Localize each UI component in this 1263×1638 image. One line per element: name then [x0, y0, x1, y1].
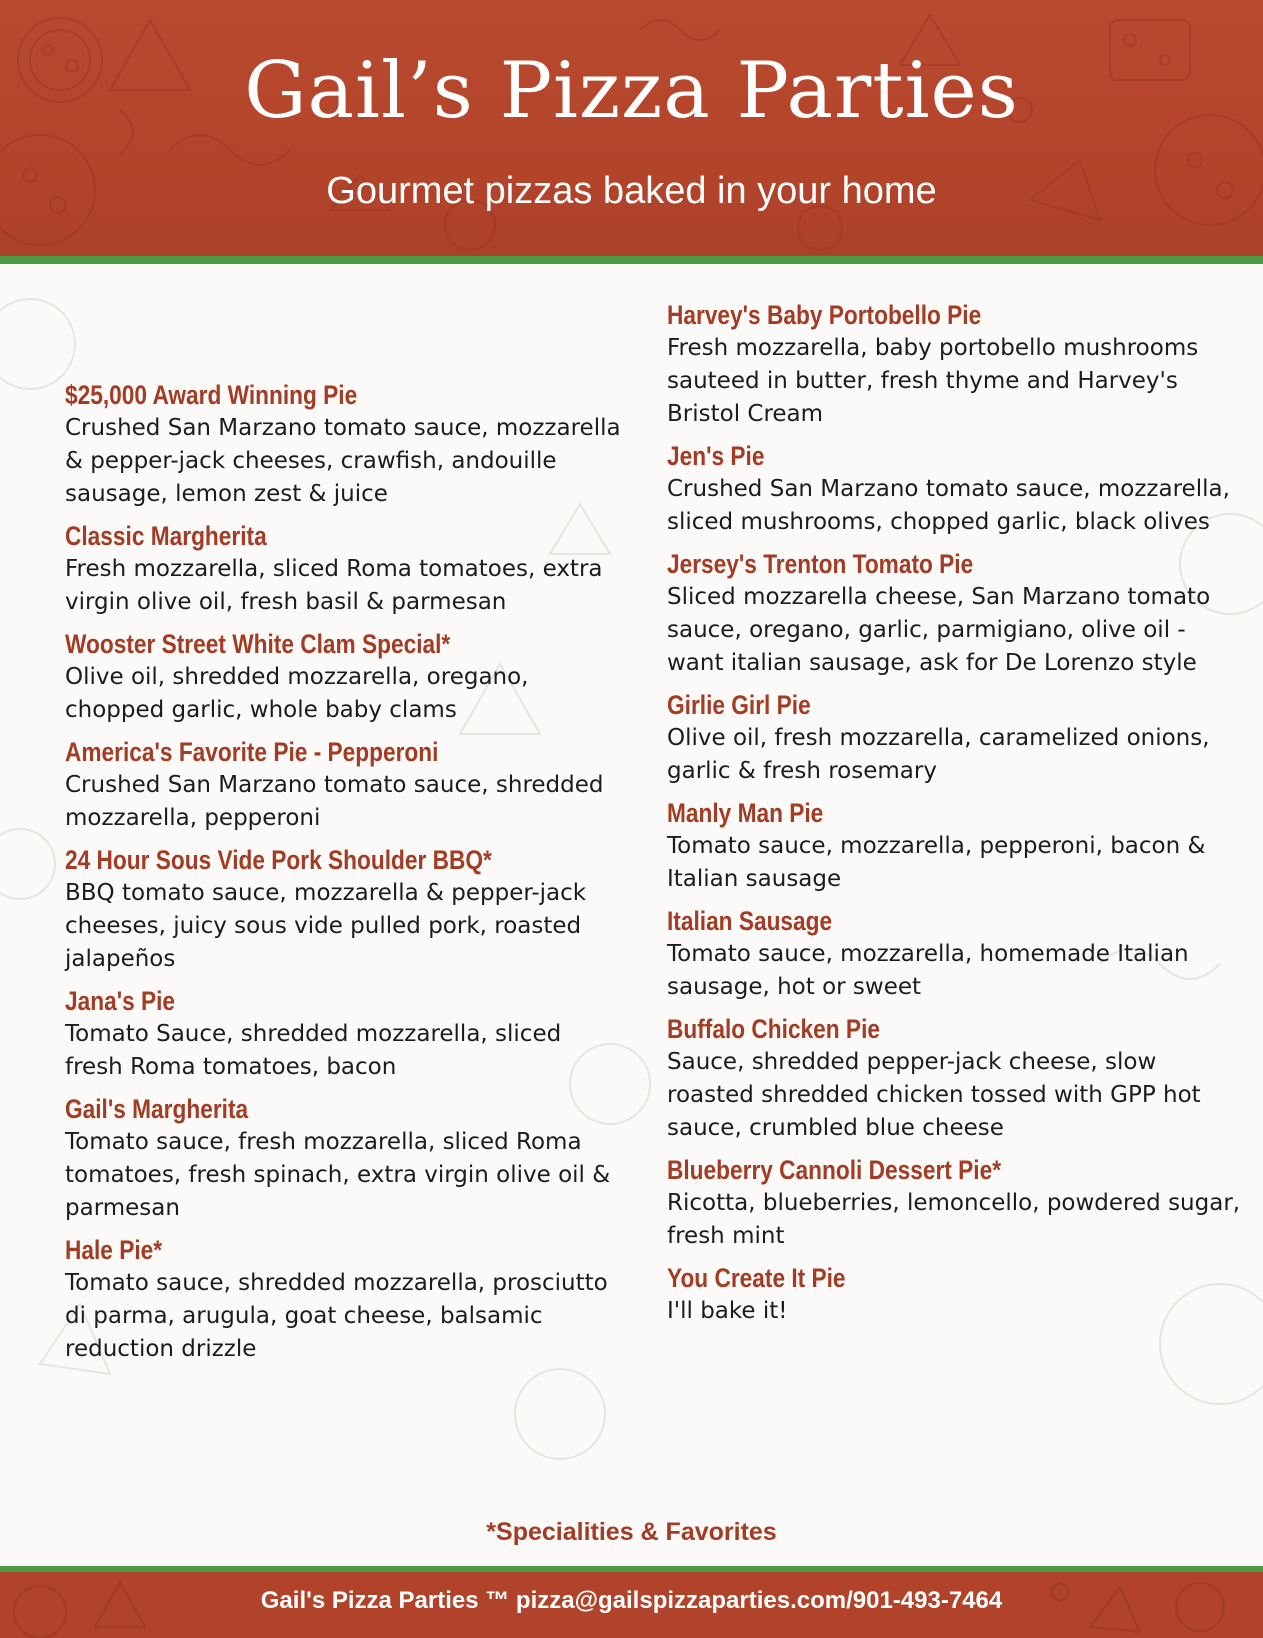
menu-item-description: Tomato sauce, mozzarella, pepperoni, bacon & Italian sausage: [667, 833, 1206, 892]
header-banner: [0, 0, 1263, 256]
menu-item-description: Olive oil, fresh mozzarella, caramelized onions, garlic & fresh rosemary: [667, 725, 1210, 784]
menu-item-description: Ricotta, blueberries, lemoncello, powdered sugar, fresh mint: [667, 1190, 1241, 1249]
menu-item-description: Fresh mozzarella, baby portobello mushrooms sauteed in butter, fresh thyme and Harvey's Bristol Cream: [667, 335, 1199, 427]
menu-item: [667, 796, 1247, 896]
menu-item: [65, 1233, 625, 1366]
menu-item-description: Crushed San Marzano tomato sauce, mozzarella, sliced mushrooms, chopped garlic, black olives: [667, 476, 1230, 535]
menu-item: [65, 1092, 625, 1225]
menu-item-description: Crushed San Marzano tomato sauce, shredded mozzarella, pepperoni: [65, 772, 604, 831]
menu-item-name: Hale Pie*: [65, 1235, 163, 1265]
footer-contact: Gail's Pizza Parties ™ pizza@gailspizzaparties.com/901-493-7464: [260, 1587, 1003, 1614]
menu-item-name: Jersey's Trenton Tomato Pie: [667, 549, 974, 579]
menu-item-description: BBQ tomato sauce, mozzarella & pepper-jack cheeses, juicy sous vide pulled pork, roasted jalapeños: [65, 880, 587, 972]
menu-item-name: America's Favorite Pie - Pepperoni: [65, 737, 439, 767]
menu-item-description: Tomato sauce, shredded mozzarella, prosciutto di parma, arugula, goat cheese, balsamic reduction drizzle: [65, 1270, 608, 1362]
specialities-footnote: *Specialities & Favorites: [486, 1518, 777, 1546]
menu-item-name: Jen's Pie: [667, 441, 765, 471]
menu-item-name: Jana's Pie: [65, 986, 176, 1016]
menu-item: [667, 439, 1247, 539]
menu-item: [65, 627, 625, 727]
menu-item-description: Olive oil, shredded mozzarella, oregano, chopped garlic, whole baby clams: [65, 664, 529, 723]
menu-item-name: Gail's Margherita: [65, 1094, 249, 1124]
menu-item-description: I'll bake it!: [667, 1298, 788, 1324]
menu-item-name: Wooster Street White Clam Special*: [65, 629, 451, 659]
menu-item: [65, 984, 625, 1084]
page-title: Gail’s Pizza Parties: [244, 46, 1019, 136]
menu-item-description: Tomato sauce, fresh mozzarella, sliced Roma tomatoes, fresh spinach, extra virgin olive oil & parmesan: [65, 1129, 611, 1221]
menu-item-name: Manly Man Pie: [667, 798, 824, 828]
menu-item: [667, 1153, 1247, 1253]
menu-item: [65, 735, 625, 835]
menu-item: [667, 547, 1247, 680]
header-divider: [0, 256, 1263, 264]
menu-item: [667, 1012, 1247, 1145]
menu-item-name: Blueberry Cannoli Dessert Pie*: [667, 1155, 1002, 1185]
menu-item-name: 24 Hour Sous Vide Pork Shoulder BBQ*: [65, 845, 492, 875]
menu-item-description: Sliced mozzarella cheese, San Marzano tomato sauce, oregano, garlic, parmigiano, olive oil - want italian sausage, ask for De Lorenzo style: [667, 584, 1211, 676]
menu-column-left: [65, 378, 625, 1374]
menu-item-name: Girlie Girl Pie: [667, 690, 811, 720]
menu-item: [65, 843, 625, 976]
menu-item-name: Harvey's Baby Portobello Pie: [667, 300, 982, 330]
page-subtitle: Gourmet pizzas baked in your home: [326, 170, 937, 212]
menu-item-name: You Create It Pie: [667, 1263, 846, 1293]
menu-item-name: Italian Sausage: [667, 906, 833, 936]
menu-item: [65, 519, 625, 619]
menu-item: [667, 904, 1247, 1004]
menu-item-description: Tomato Sauce, shredded mozzarella, sliced fresh Roma tomatoes, bacon: [65, 1021, 562, 1080]
menu-column-right: [667, 298, 1247, 1336]
menu-item-name: Classic Margherita: [65, 521, 267, 551]
menu-item-name: $25,000 Award Winning Pie: [65, 380, 358, 410]
footer-banner: [0, 1572, 1263, 1638]
menu-item-description: Crushed San Marzano tomato sauce, mozzarella & pepper-jack cheeses, crawfish, andouille sausage, lemon zest & juice: [65, 415, 621, 507]
menu-item-name: Buffalo Chicken Pie: [667, 1014, 880, 1044]
menu-item-description: Sauce, shredded pepper-jack cheese, slow roasted shredded chicken tossed with GPP hot sauce, crumbled blue cheese: [667, 1049, 1201, 1141]
menu-item-description: Tomato sauce, mozzarella, homemade Italian sausage, hot or sweet: [667, 941, 1189, 1000]
menu-item: [667, 1261, 1247, 1328]
menu-item: [667, 688, 1247, 788]
menu-item-description: Fresh mozzarella, sliced Roma tomatoes, extra virgin olive oil, fresh basil & parmesan: [65, 556, 603, 615]
menu-item: [667, 298, 1247, 431]
menu-item: [65, 378, 625, 511]
